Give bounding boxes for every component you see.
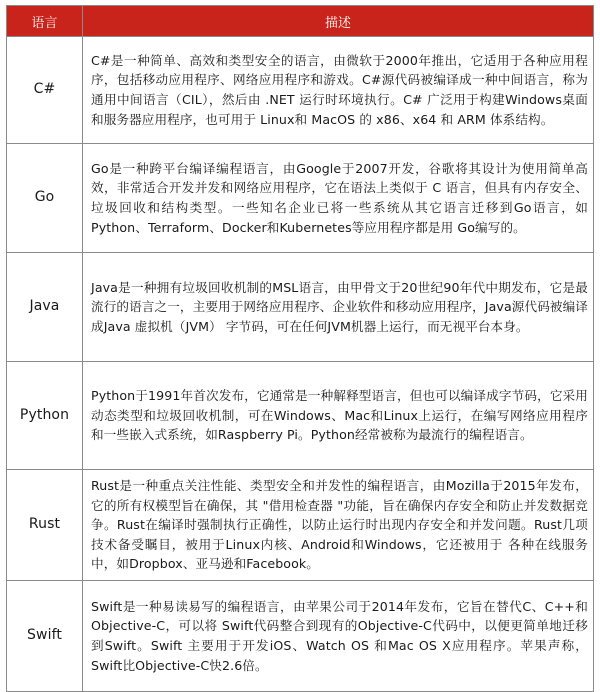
language-description-cell: Go是一种跨平台编译编程语言，由Google于2007开发，谷歌将其设计为使用简单高效，非常适合开发并发和网络应用程序，它在语法上类似于 C 语言，但具有内存安全、垃圾回收和结构类型。一些知名企业已将一些系统从其它语言迁移到Go语言，如Python、Terraform、Docker和Kubernetes等应用程序都是用 Go编写的。: [83, 144, 594, 253]
table-row: [7, 144, 594, 253]
language-description-cell: Python于1991年首次发布，它通常是一种解释型语言，但也可以编译成字节码，它采用动态类型和垃圾回收机制，可在Windows、Mac和Linux上运行，在编写网络应用程序和一些嵌入式系统，如Raspberry Pi。Python经常被称为最流行的编程语言。: [83, 362, 594, 470]
language-name-cell: C#: [7, 37, 83, 144]
language-description-cell: Rust是一种重点关注性能、类型安全和并发性的编程语言，由Mozilla于2015年发布， 它的所有权模型旨在确保，其 "借用检查器 "功能，旨在确保内存安全和防止并发数据竞争。Rust在编译时强制执行正确性，以防止运行时出现内存安全和并发问题。Rust几项技术备受瞩目，被用于Linux内核、Android和Windows，它还被用于 各种在线服务中，如Dropbox、亚马逊和Facebook。: [83, 470, 594, 581]
language-name-cell: Rust: [7, 470, 83, 581]
language-name-cell: Java: [7, 253, 83, 362]
header-description: 描述: [83, 6, 594, 37]
language-name-cell: Python: [7, 362, 83, 470]
language-name-cell: Swift: [7, 581, 83, 692]
table-row: [7, 581, 594, 692]
table-row: [7, 362, 594, 470]
language-description-cell: Swift是一种易读易写的编程语言，由苹果公司于2014年发布，它旨在替代C、C++和Objective-C，可以将 Swift代码整合到现有的Objective-C代码中，以便更简单地迁移到Swift。Swift 主要用于开发iOS、Watch OS 和Mac OS X应用程序。苹果声称，Swift比Objective-C快2.6倍。: [83, 581, 594, 692]
table-row: [7, 470, 594, 581]
table-header-row: [7, 6, 594, 37]
language-name-cell: Go: [7, 144, 83, 253]
language-description-cell: Java是一种拥有垃圾回收机制的MSL语言，由甲骨文于20世纪90年代中期发布，它是最流行的语言之一，主要用于网络应用程序、企业软件和移动应用程序，Java源代码被编译成Java 虚拟机（JVM） 字节码，可在任何JVM机器上运行，而无视平台本身。: [83, 253, 594, 362]
table-row: [7, 37, 594, 144]
header-language: 语言: [7, 6, 83, 37]
table-row: [7, 253, 594, 362]
language-description-cell: C#是一种简单、高效和类型安全的语言，由微软于2000年推出，它适用于各种应用程序，包括移动应用程序、网络应用程序和游戏。C#源代码被编译成一种中间语言，称为 通用中间语言（CIL），然后由 .NET 运行时环境执行。C# 广泛用于构建Windows桌面和服务器应用程序，也可用于 Linux和 MacOS 的 x86、x64 和 ARM 体系结构。: [83, 37, 594, 144]
language-comparison-table: [6, 5, 594, 692]
